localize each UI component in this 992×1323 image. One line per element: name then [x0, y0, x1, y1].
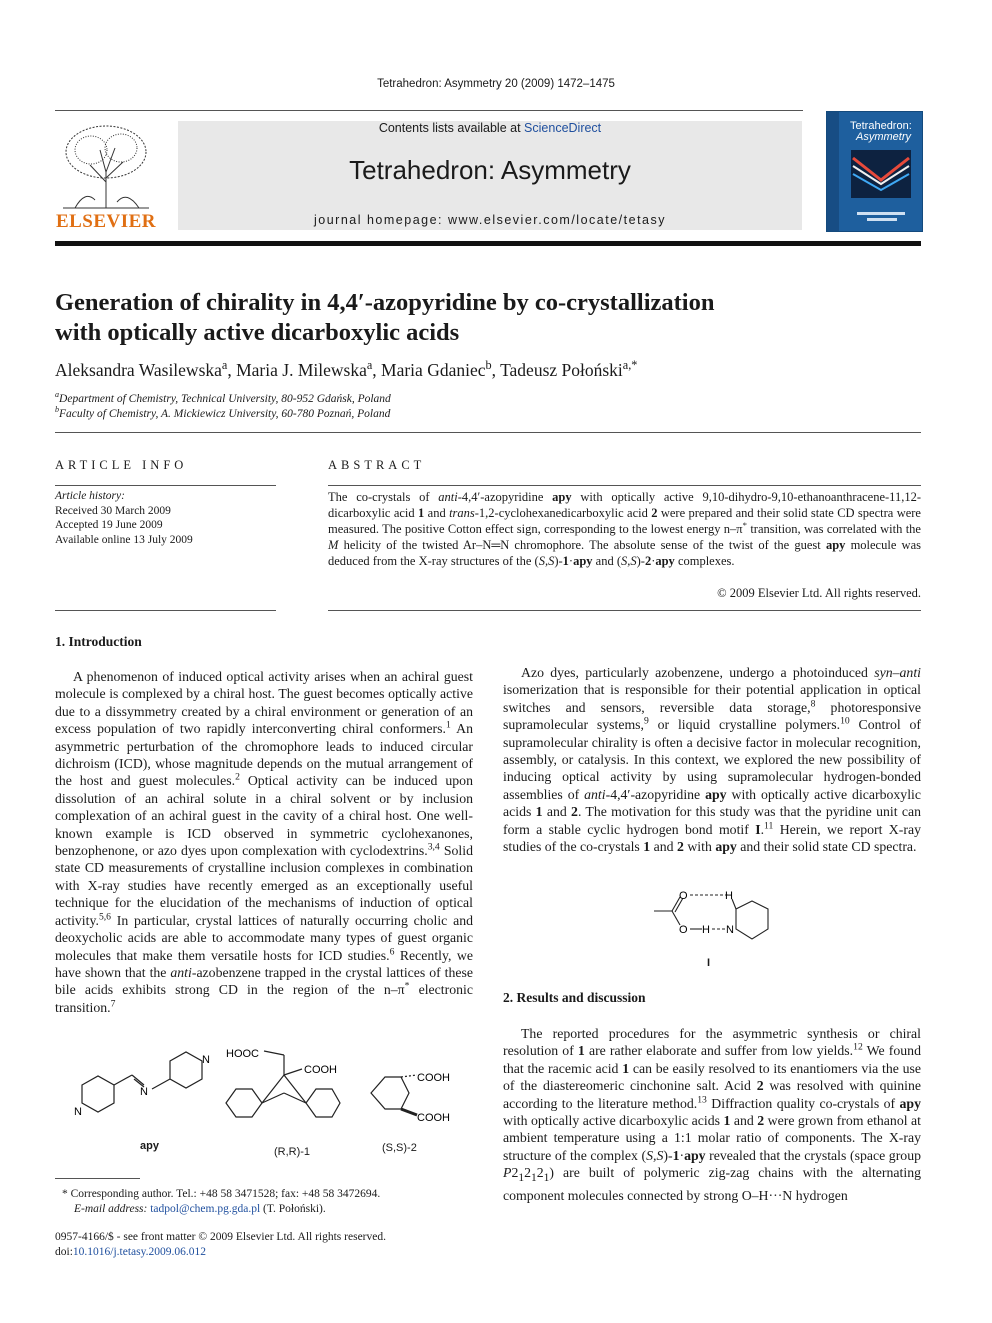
structure-apy — [70, 1045, 215, 1125]
front-matter: 0957-4166/$ - see front matter © 2009 Elsevier Ltd. All rights reserved. doi:10.1016/j.tetasy.2009.06.012 — [55, 1231, 386, 1258]
footnote-rule — [55, 1178, 140, 1179]
journal-banner — [178, 121, 802, 230]
atom-label: O — [679, 924, 688, 936]
author: Maria J. Milewska — [236, 360, 367, 380]
article-info-bottom-rule — [55, 610, 276, 611]
article-history: Article history: Received 30 March 2009 Accepted 19 June 2009 Available online 13 July 2009 — [55, 490, 193, 546]
affiliation: $^b$Faculty of Chemistry, A. Mickiewicz University, 60-780 Poznań, Poland — [55, 405, 391, 420]
azo-paragraph: Azo dyes, particularly azobenzene, undergo a photoinduced syn–anti isomerization that is responsible for their potential application in optical switches and sensors, reversible data storage,$^8$ photoresponsive supramolecular systems,$^9$ or liquid crystalline polymers.$^{10}$ Control of supramolecular chirality is often a decisive factor in molecular recognition, assembly, or catalysis. In this context, we explored the new possibility of inducing optical activity by using supramolecular hydrogen-bonded assemblies of anti-4,4′-azopyridine apy with optically active dicarboxylic acids 1 and 2. The motivation for this study was that the pyridine unit can form a stable cyclic hydrogen bond motif I.$^{11}$ Herein, we report X-ray studies of the co-crystals 1 and 2 with apy and their solid state CD spectra. — [503, 665, 922, 855]
sciencedirect-link[interactable]: ScienceDirect — [524, 121, 602, 135]
affiliation-rule — [55, 432, 921, 433]
structure-rr1 — [222, 1045, 347, 1135]
doi-link[interactable]: 10.1016/j.tetasy.2009.06.012 — [72, 1245, 206, 1258]
label-ss2: (S,S)-2 — [382, 1142, 417, 1154]
introduction-paragraph: A phenomenon of induced optical activity arises when an achiral guest molecule is complexed by a chiral host. The guest becomes optically active due to a dissymmetry created by a chiral environment or generation of an excess population of two rapidly interconverting chiral conformers.$^1$ An asymmetric perturbation of the chromophore leads to induced circular dichroism (ICD), whose magnitude depends on the mutual arrangement of the host and guest molecules.$^2$ Optical activity can be induced upon dissolution of an achiral solute in a chiral solvent or by inclusion complexation of an achiral guest in the cavity of a chiral host. One well-known example is ICD observed in symmetric cyclohexanones, benzophenone, or azo dyes upon complexation with cyclodextrins.$^{3,4}$ Solid state CD measurements of crystalline inclusion complexes in combination with X-ray studies have recently emerged as an exceptionally useful technique for the elucidation of the mechanisms of induction of optical activity.$^{5,6}$ In particular, crystal lattices of naturally occurring cholic and deoxycholic acids are able to accommodate many types of guest organic molecules that make them versatile hosts for ICD studies.$^6$ Recently, we have shown that the anti-azobenzene trapped in the crystal lattices of these bile acids exhibits strong CD in the region of the n–π* electronic transition.$^7$ — [55, 669, 474, 1015]
atom-label: N — [74, 1106, 82, 1118]
email-link[interactable]: tadpol@chem.pg.gda.pl — [150, 1202, 261, 1215]
abstract-rule — [328, 485, 921, 486]
atom-label: H — [725, 890, 733, 902]
atom-label: N — [202, 1054, 210, 1066]
group-label: COOH — [417, 1072, 450, 1084]
author: Aleksandra Wasilewska — [55, 360, 222, 380]
elsevier-tree-logo — [55, 120, 157, 210]
abstract-bottom-rule — [328, 610, 921, 611]
cover-spine — [827, 112, 839, 231]
label-motif-i: I — [707, 957, 711, 969]
journal-homepage[interactable]: journal homepage: www.elsevier.com/locate/tetasy — [313, 213, 666, 227]
journal-name: Tetrahedron: Asymmetry — [349, 155, 631, 185]
running-head: Tetrahedron: Asymmetry 20 (2009) 1472–1475 — [377, 78, 615, 90]
cover-title: Tetrahedron: Asymmetry — [850, 120, 912, 143]
group-label: COOH — [417, 1112, 450, 1124]
atom-label: N — [726, 924, 734, 936]
abstract-copyright: © 2009 Elsevier Ltd. All rights reserved. — [717, 586, 921, 600]
group-label: HOOC — [226, 1048, 259, 1060]
abstract-text: The co-crystals of anti-4,4′-azopyridine apy with optically active 9,10-dihydro-9,10-ethanoanthracene-11,12-dicarboxylic acid 1 and trans-1,2-cyclohexanedicarboxylic acid 2 were prepared and their solid state CD spectra were measured. The positive Cotton effect sign, corresponding to the lowest energy n–π* transition, was correlated with the M helicity of the twisted Ar–N═N chromophore. The absolute sense of the twist of the guest apy molecule was deduced from the X-ray structures of the (S,S)-1·apy and (S,S)-2·apy complexes. — [328, 490, 922, 568]
journal-cover — [826, 111, 923, 232]
header-thick-rule — [55, 241, 921, 246]
section-heading-results: 2. Results and discussion — [503, 990, 646, 1005]
article-info-label: ARTICLE INFO — [55, 458, 188, 472]
corresponding-footnote: * Corresponding author. Tel.: +48 58 3471528; fax: +48 58 3472694. E-mail address: tadpol@chem.pg.gda.pl (T. Połoński). — [62, 1188, 381, 1215]
publisher-wordmark: ELSEVIER — [55, 211, 157, 232]
article-title: Generation of chirality in 4,4′-azopyridine by co-crystallization with optically active dicarboxylic acids — [55, 289, 715, 346]
section-heading-introduction: 1. Introduction — [55, 634, 142, 649]
group-label: COOH — [304, 1064, 337, 1076]
cover-footer-line — [867, 218, 897, 221]
atom-label: N — [140, 1086, 148, 1098]
cover-graphic — [851, 150, 911, 198]
atom-label: O — [679, 890, 688, 902]
label-apy: apy — [140, 1140, 159, 1152]
author: Maria Gdaniec — [381, 360, 486, 380]
article-info-rule — [55, 485, 276, 486]
affiliation: $^a$Department of Chemistry, Technical University, 80-952 Gdańsk, Poland — [55, 390, 391, 405]
header-rule — [55, 110, 803, 111]
structure-ss2 — [365, 1065, 460, 1135]
structure-motif-i — [652, 885, 772, 947]
label-rr1: (R,R)-1 — [274, 1146, 311, 1158]
cover-footer-line — [857, 212, 905, 215]
author: Tadeusz Połoński — [500, 360, 623, 380]
author-list: Aleksandra Wasilewska$^a$, Maria J. Milewska$^a$, Maria Gdaniec$^b$, Tadeusz Połoński$^{a,*}$ — [55, 358, 638, 380]
results-paragraph: The reported procedures for the asymmetric synthesis or chiral resolution of 1 are rather elaborate and suffer from low yields.$^{12}$ We found that the racemic acid 1 can be easily resolved to its enantiomers via the use of the diastereomeric cinchonine salt. Acid 2 was resolved with quinine according to the literature method.$^{13}$ Diffraction quality co-crystals of apy with optically active dicarboxylic acids 1 and 2 were grown from ethanol at ambient temperature using a 1:1 molar ratio of components. The X-ray structure of the complex (S,S)-1·apy revealed that the crystals (space group $P2_12_12_1$) are built of polymeric zig-zag chains with the alternating component molecules connected by strong O–H···N hydrogen — [503, 1026, 921, 1204]
abstract-label: ABSTRACT — [328, 458, 426, 472]
contents-prefix: Contents lists available at — [378, 121, 521, 135]
atom-label: H — [702, 924, 710, 936]
contents-line — [178, 121, 802, 135]
